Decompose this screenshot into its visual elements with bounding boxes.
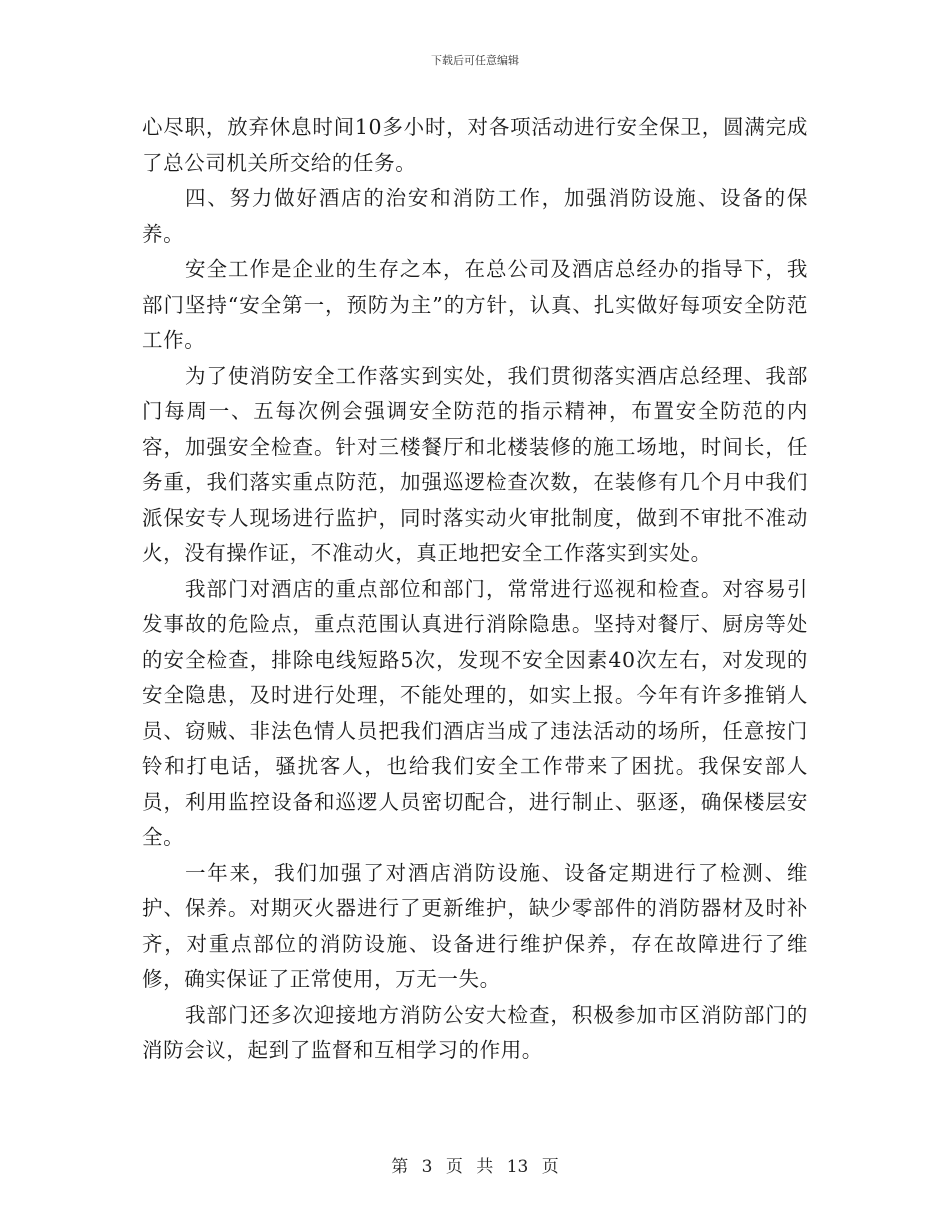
- paragraph-continuation: 心尽职，放弃休息时间10多小时，对各项活动进行安全保卫，圆满完成了总公司机关所交给的任务。: [142, 115, 808, 175]
- paragraph-maintenance: 一年来，我们加强了对酒店消防设施、设备定期进行了检测、维护、保养。对期灭火器进行了更新维护，缺少零部件的消防器材及时补齐，对重点部位的消防设施、设备进行维护保养，存在故障进行了维修，确实保证了正常使用，万无一失。: [142, 860, 808, 991]
- paragraph-inspection: 我部门对酒店的重点部位和部门，常常进行巡视和检查。对容易引发事故的危险点，重点范围认真进行消除隐患。坚持对餐厅、厨房等处的安全检查，排除电线短路5次，发现不安全因素40次左右，对发现的安全隐患，及时进行处理，不能处理的，如实上报。今年有许多推销人员、窃贼、非法色情人员把我们酒店当成了违法活动的场所，任意按门铃和打电话，骚扰客人，也给我们安全工作带来了困扰。我保安部人员，利用监控设备和巡逻人员密切配合，进行制止、驱逐，确保楼层安全。: [142, 576, 808, 849]
- paragraph-safety-principle: 安全工作是企业的生存之本，在总公司及酒店总经办的指导下，我部门坚持“安全第一，预防为主”的方针，认真、扎实做好每项安全防范工作。: [142, 257, 808, 352]
- paragraph-external-inspection: 我部门还多次迎接地方消防公安大检查，积极参加市区消防部门的消防会议，起到了监督和互相学习的作用。: [142, 1002, 808, 1062]
- page-number: 第 3 页 共 13 页: [391, 1157, 559, 1177]
- section-heading-four: 四、努力做好酒店的治安和消防工作，加强消防设施、设备的保养。: [142, 186, 808, 246]
- paragraph-fire-safety-implementation: 为了使消防安全工作落实到实处，我们贯彻落实酒店总经理、我部门每周一、五每次例会强调安全防范的指示精神，布置安全防范的内容，加强安全检查。针对三楼餐厅和北楼装修的施工场地，时间长，任务重，我们落实重点防范，加强巡逻检查次数，在装修有几个月中我们派保安专人现场进行监护，同时落实动火审批制度，做到不审批不准动火，没有操作证，不准动火，真正地把安全工作落实到实处。: [142, 363, 808, 565]
- document-body: [142, 110, 808, 1069]
- page-header: 下载后可任意编辑: [431, 54, 519, 67]
